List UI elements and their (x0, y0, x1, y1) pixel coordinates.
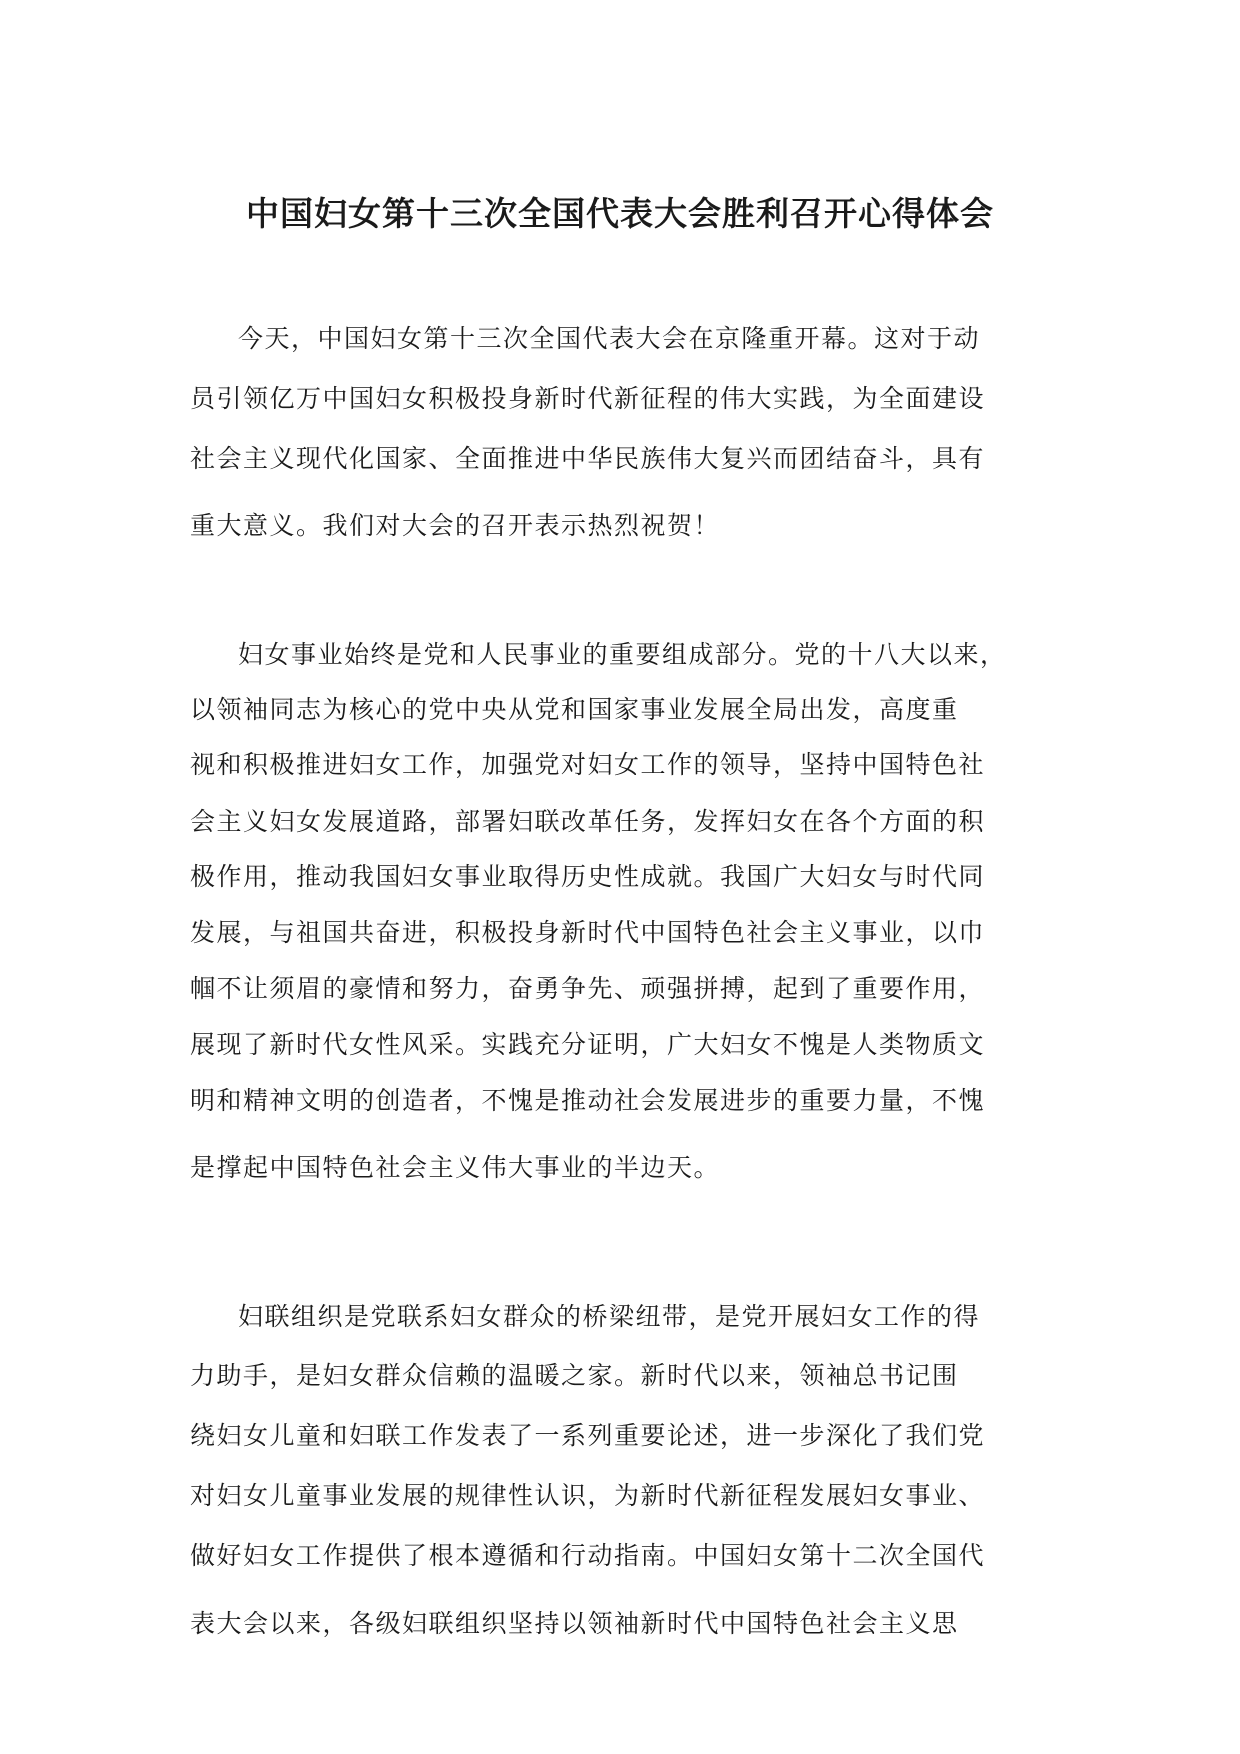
paragraph-line: 员引领亿万中国妇女积极投身新时代新征程的伟大实践，为全面建设 (190, 384, 986, 413)
paragraph-line: 妇联组织是党联系妇女群众的桥梁纽带，是党开展妇女工作的得 (238, 1302, 981, 1331)
paragraph-line: 明和精神文明的创造者，不愧是推动社会发展进步的重要力量，不愧 (190, 1086, 986, 1115)
paragraph-line: 帼不让须眉的豪情和努力，奋勇争先、顽强拼搏，起到了重要作用， (190, 974, 986, 1003)
paragraph-line: 极作用，推动我国妇女事业取得历史性成就。我国广大妇女与时代同 (190, 862, 986, 891)
paragraph-line: 社会主义现代化国家、全面推进中华民族伟大复兴而团结奋斗，具有 (190, 444, 986, 473)
paragraph-line: 以领袖同志为核心的党中央从党和国家事业发展全局出发，高度重 (190, 695, 959, 724)
paragraph-line: 是撑起中国特色社会主义伟大事业的半边天。 (190, 1153, 721, 1182)
paragraph-line: 展现了新时代女性风采。实践充分证明，广大妇女不愧是人类物质文 (190, 1030, 986, 1059)
paragraph-line: 今天，中国妇女第十三次全国代表大会在京隆重开幕。这对于动 (238, 324, 981, 353)
paragraph-line: 会主义妇女发展道路，部署妇联改革任务，发挥妇女在各个方面的积 (190, 807, 986, 836)
paragraph-line: 妇女事业始终是党和人民事业的重要组成部分。党的十八大以来， (238, 640, 1007, 669)
paragraph-line: 做好妇女工作提供了根本遵循和行动指南。中国妇女第十二次全国代 (190, 1541, 986, 1570)
paragraph-line: 发展，与祖国共奋进，积极投身新时代中国特色社会主义事业，以巾 (190, 918, 986, 947)
paragraph-line: 对妇女儿童事业发展的规律性认识，为新时代新征程发展妇女事业、 (190, 1481, 986, 1510)
paragraph-line: 重大意义。我们对大会的召开表示热烈祝贺！ (190, 511, 721, 540)
paragraph-line: 力助手，是妇女群众信赖的温暖之家。新时代以来，领袖总书记围 (190, 1361, 959, 1390)
paragraph-line: 表大会以来，各级妇联组织坚持以领袖新时代中国特色社会主义思 (190, 1609, 959, 1638)
paragraph-line: 视和积极推进妇女工作，加强党对妇女工作的领导，坚持中国特色社 (190, 750, 986, 779)
paragraph-line: 绕妇女儿童和妇联工作发表了一系列重要论述，进一步深化了我们党 (190, 1421, 986, 1450)
document-title: 中国妇女第十三次全国代表大会胜利召开心得体会 (246, 194, 994, 233)
